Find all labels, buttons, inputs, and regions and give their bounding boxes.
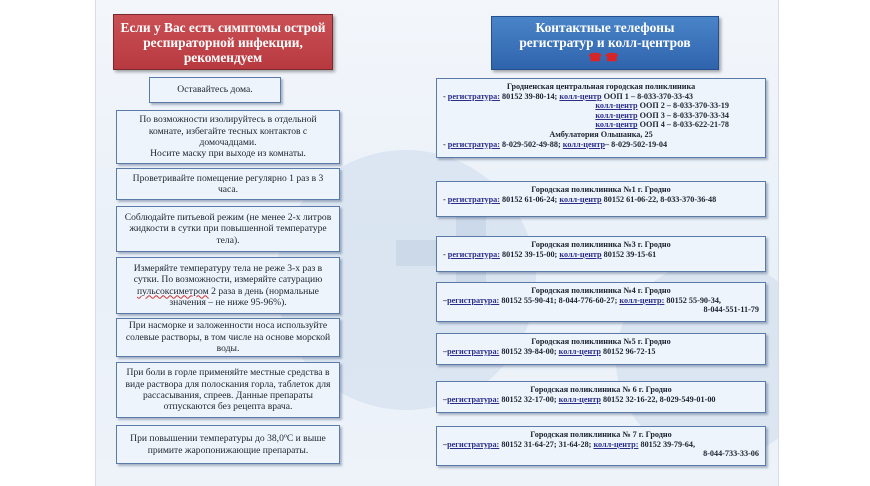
- ambulatory-name: Амбулатория Ольшанка, 25: [549, 129, 653, 139]
- callcenter-phone: 80152 61-06-22, 8-033-370-36-48: [601, 194, 717, 204]
- registry-phone: 80152 32-17-00;: [499, 394, 559, 404]
- callcenter-label: колл-центр: [595, 101, 638, 111]
- dash: –: [443, 394, 448, 404]
- callcenter-label: колл-центр: [558, 346, 601, 356]
- dash: -: [443, 249, 448, 259]
- recommendation-text: При повышении температуры до 38,0ºС и выше примите жаропонижающие препараты.: [130, 433, 326, 456]
- clinic-card-3: [436, 236, 766, 272]
- slide: [95, 0, 779, 486]
- clinic-phone-line: [443, 296, 759, 306]
- callcenter-phone: 80152 96-72-15: [600, 346, 656, 356]
- registry-phone: 80152 39-80-14;: [499, 91, 560, 101]
- clinic-card-4: [436, 282, 766, 322]
- recommendation-text: Соблюдайте питьевой режим (не менее 2-х литров жидкости в сутки при повышенной температуре тела).: [124, 211, 332, 246]
- recommendation-stay-home: [149, 77, 281, 103]
- recommendation-temperature: [116, 257, 340, 314]
- clinic-card-1: [436, 181, 766, 217]
- callcenter-phone: ООП 3 – 8-033-370-33-34: [637, 110, 729, 120]
- clinic-name: Городская поликлиника №4 г. Гродно: [531, 286, 671, 295]
- clinic-phone-line: [443, 440, 759, 450]
- clinic-phone-line: 8-044-551-11-79: [703, 305, 759, 315]
- recommendation-ventilate: [116, 168, 340, 200]
- recommendation-isolate: [116, 110, 340, 164]
- callcenter-label: колл-центр:: [619, 295, 665, 305]
- clinic-name: Городская поликлиника №5 г. Гродно: [531, 337, 671, 346]
- callcenter-label: колл-центр: [595, 120, 638, 130]
- dash: -: [443, 139, 448, 149]
- clinic-card-central: [436, 78, 766, 158]
- callcenter-phone: ООП 4 – 8-033-622-21-78: [637, 120, 729, 130]
- registry-phone: 8-029-502-49-88;: [499, 139, 563, 149]
- recommendation-text: Проветривайте помещение регулярно 1 раз в 3 часа.: [132, 172, 324, 195]
- dash: –: [443, 439, 448, 449]
- registry-label: регистратура:: [447, 249, 500, 259]
- clinic-card-7: [436, 426, 766, 466]
- registry-label: регистратура:: [447, 439, 500, 449]
- recommendation-text-part: 2 раза в день (нормальные значения – не ниже 95-96%).: [169, 285, 319, 308]
- recommendation-throat: [116, 362, 340, 418]
- dash: –: [443, 295, 448, 305]
- callcenter-phone: 80152 55-90-34,: [664, 295, 721, 305]
- contacts-title-line: регистратур и колл-центров: [519, 35, 691, 50]
- registry-phone: 80152 39-84-00;: [499, 346, 559, 356]
- clinic-name: Городская поликлиника № 7 г. Гродно: [530, 430, 672, 439]
- registry-label: регистратура:: [447, 194, 500, 204]
- dash: -: [443, 91, 448, 101]
- clinic-phone-line: [443, 120, 759, 130]
- contacts-title: [491, 16, 719, 70]
- callcenter-phone: 80152 32-16-22, 8-029-549-01-00: [600, 394, 716, 404]
- dash: –: [443, 346, 448, 356]
- clinic-name: Гродненская центральная городская поликлиника: [506, 82, 696, 91]
- callcenter-phone: ООП 2 – 8-033-370-33-19: [637, 101, 729, 111]
- clinic-phone-line: [443, 111, 759, 121]
- callcenter-label: колл-центр:: [593, 439, 639, 449]
- recommendation-text: При боли в горле применяйте местные средства в виде раствора для полоскания горла, таблеток для рассасывания, спреев. Данные препараты отпускаются без рецепта врача.: [125, 367, 331, 413]
- recommendation-fever: [116, 425, 340, 464]
- registry-label: регистратура:: [447, 91, 500, 101]
- clinic-phone-line: [443, 395, 759, 405]
- registry-phone: 80152 55-90-41; 8-044-776-60-27;: [499, 295, 620, 305]
- clinic-phone-line: [443, 92, 759, 102]
- registry-label: регистратура:: [447, 346, 500, 356]
- recommendation-text: По возможности изолируйтесь в отдельной комнате, избегайте тесных контактов с домочадцами.: [139, 114, 317, 148]
- clinic-phone-line: [443, 140, 759, 150]
- callcenter-label: колл-центр: [595, 110, 638, 120]
- clinic-phone-line: [443, 250, 759, 260]
- recommendations-title: Если у Вас есть симптомы острой респираторной инфекции, рекомендуем: [113, 14, 333, 70]
- callcenter-phone: ООП 1 – 8-033-370-33-43: [601, 91, 694, 101]
- clinic-phone-line: [443, 195, 759, 205]
- clinic-phone-line: [443, 101, 759, 111]
- clinic-phone-line: 8-044-733-33-06: [703, 449, 759, 459]
- recommendation-text: Носите маску при выходе из комнаты.: [150, 148, 306, 160]
- recommendation-text: [123, 263, 333, 309]
- callcenter-phone: 80152 39-79-64,: [638, 439, 696, 449]
- callcenter-label: колл-центр: [559, 91, 602, 101]
- clinic-phone-line: [443, 347, 759, 357]
- callcenter-phone: – 8-029-502-19-04: [605, 139, 668, 149]
- callcenter-label: колл-центр: [559, 249, 602, 259]
- dash: -: [443, 194, 448, 204]
- callcenter-phone: 80152 39-15-61: [601, 249, 657, 259]
- recommendation-text: Оставайтесь дома.: [177, 84, 253, 96]
- callcenter-label: колл-центр: [558, 394, 601, 404]
- recommendation-nose: [116, 318, 340, 357]
- registry-label: регистратура:: [447, 139, 500, 149]
- recommendation-text-part: Измеряйте температуру тела не реже 3-х раз в сутки. По возможности, измеряйте сатурацию: [133, 262, 323, 286]
- registry-phone: 80152 31-64-27; 31-64-28;: [499, 439, 594, 449]
- recommendation-drink: [116, 206, 340, 252]
- callcenter-label: колл-центр: [562, 139, 606, 149]
- registry-label: регистратура:: [447, 295, 500, 305]
- registry-label: регистратура:: [447, 394, 500, 404]
- clinic-name: Городская поликлиника № 6 г. Гродно: [530, 385, 672, 394]
- clinic-card-5: [436, 333, 766, 365]
- recommendation-text: При насморке и заложенности носа используйте солевые растворы, в том числе на основе морской воды.: [125, 320, 331, 355]
- callcenter-label: колл-центр: [559, 194, 602, 204]
- registry-phone: 80152 61-06-24;: [499, 194, 560, 204]
- recommendation-text-part: пульсоксиметром: [137, 285, 209, 297]
- clinic-card-6: [436, 381, 766, 413]
- contacts-title-line: Контактные телефоны: [535, 20, 675, 35]
- registry-phone: 80152 39-15-00;: [499, 249, 560, 259]
- telephone-icon: ☎☎: [588, 52, 622, 64]
- clinic-name: Городская поликлиника №3 г. Гродно: [531, 240, 671, 249]
- clinic-name: Городская поликлиника №1 г. Гродно: [531, 185, 671, 194]
